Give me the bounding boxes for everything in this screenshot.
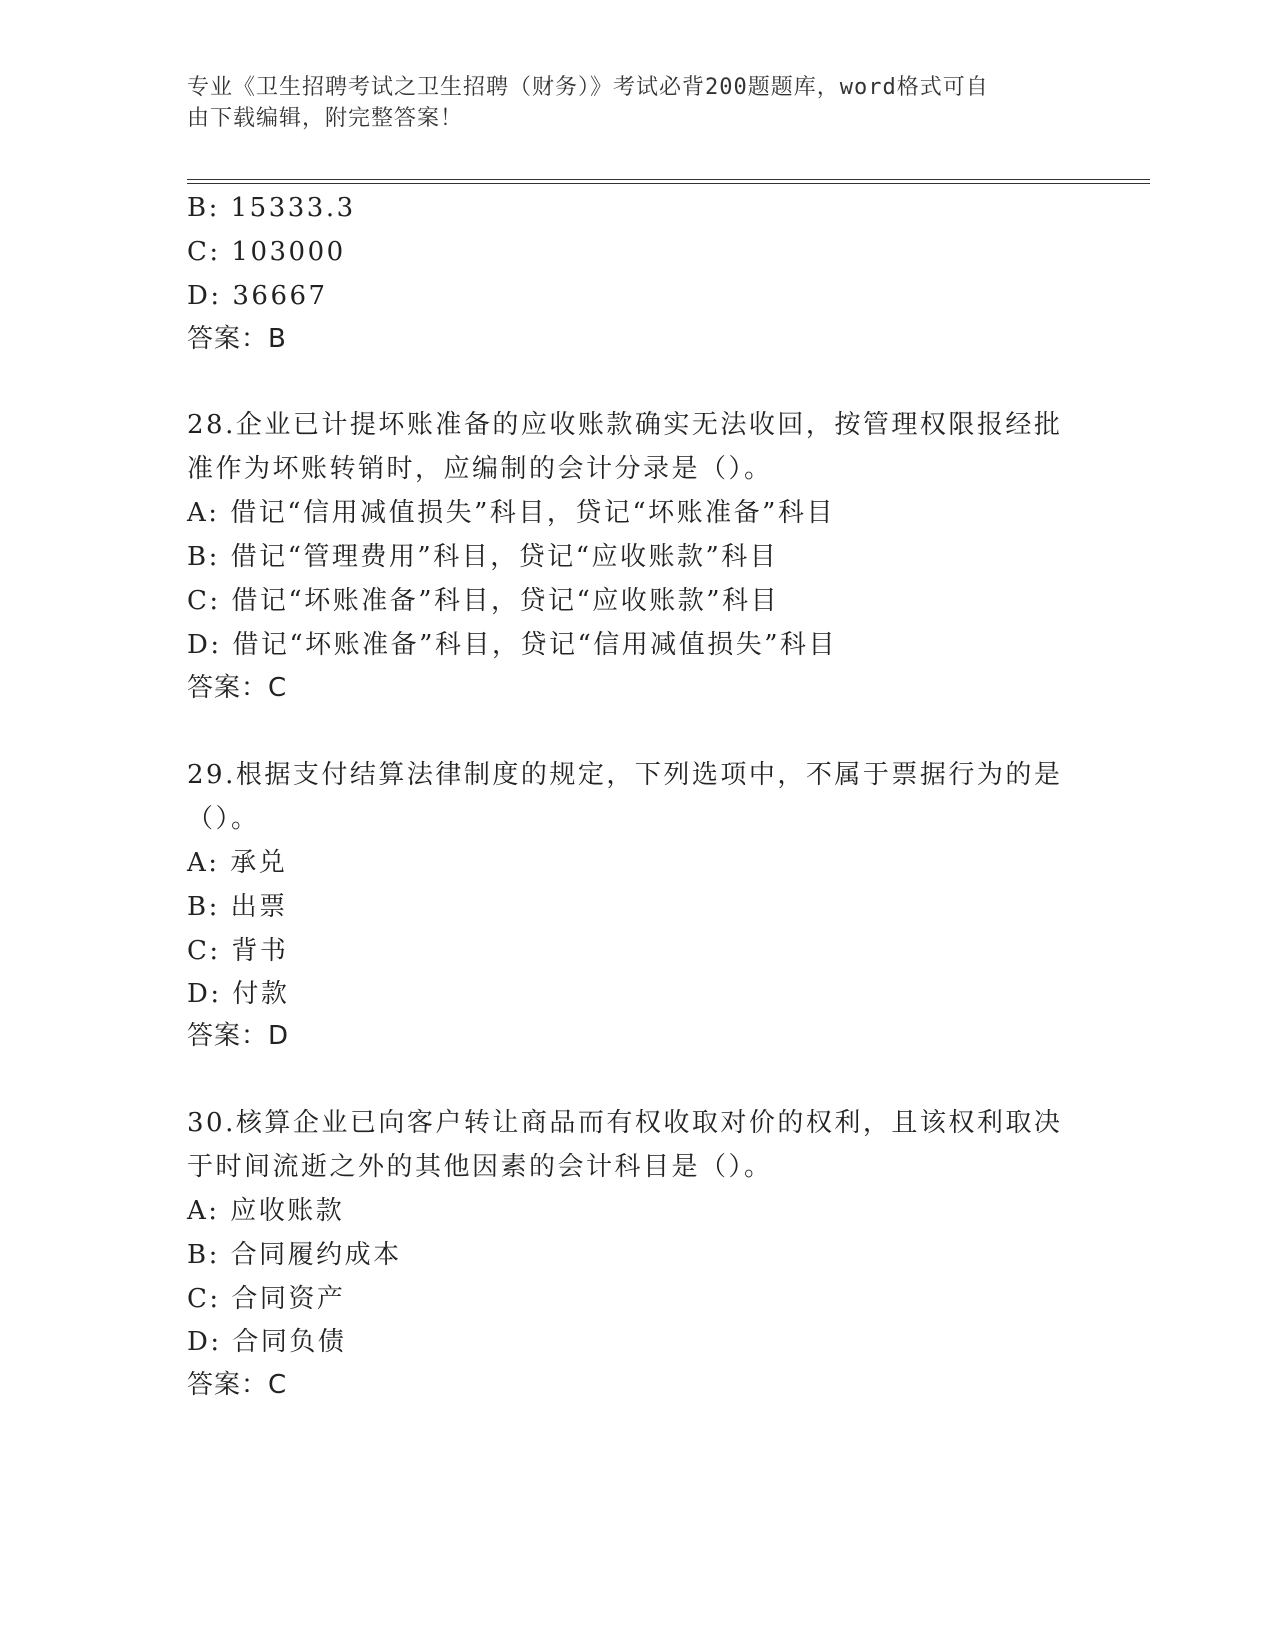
q30-option-b: B: 合同履约成本 xyxy=(187,1240,402,1270)
q30-stem-line-2: 于时间流逝之外的其他因素的会计科目是（）。 xyxy=(187,1152,773,1182)
q29-answer: 答案：D xyxy=(187,1021,290,1051)
header-line-2: 由下载编辑，附完整答案！ xyxy=(187,106,464,131)
q29-stem-line-2: （）。 xyxy=(187,804,260,834)
q28-option-a: A: 借记“信用减值损失”科目，贷记“坏账准备”科目 xyxy=(187,498,835,528)
q29-option-d: D: 付款 xyxy=(187,979,290,1009)
q29-option-b: B: 出票 xyxy=(187,892,288,922)
q28-option-d: D: 借记“坏账准备”科目，贷记“信用减值损失”科目 xyxy=(187,630,838,660)
prev-option-d: D: 36667 xyxy=(187,281,328,311)
header-divider-top xyxy=(187,179,1150,180)
q28-answer: 答案：C xyxy=(187,673,288,703)
q29-stem-line-1: 29.根据支付结算法律制度的规定，下列选项中，不属于票据行为的是 xyxy=(187,760,1063,790)
q30-option-d: D: 合同负债 xyxy=(187,1327,347,1357)
q30-option-a: A: 应收账款 xyxy=(187,1196,345,1226)
q29-option-a: A: 承兑 xyxy=(187,848,288,878)
prev-option-c: C: 103000 xyxy=(187,237,346,267)
header-divider-bottom xyxy=(187,183,1150,184)
q29-option-c: C: 背书 xyxy=(187,936,289,966)
header-line-1: 专业《卫生招聘考试之卫生招聘（财务）》考试必背200题题库，word格式可自 xyxy=(187,75,989,100)
q28-option-b: B: 借记“管理费用”科目，贷记“应收账款”科目 xyxy=(187,542,779,572)
prev-answer: 答案：B xyxy=(187,324,287,354)
q28-stem-line-1: 28.企业已计提坏账准备的应收账款确实无法收回，按管理权限报经批 xyxy=(187,410,1063,440)
q30-answer: 答案：C xyxy=(187,1370,288,1400)
document-header xyxy=(187,72,1077,134)
prev-option-b: B: 15333.3 xyxy=(187,193,356,223)
q30-stem-line-1: 30.核算企业已向客户转让商品而有权收取对价的权利，且该权利取决 xyxy=(187,1108,1063,1138)
q30-option-c: C: 合同资产 xyxy=(187,1284,346,1314)
q28-option-c: C: 借记“坏账准备”科目，贷记“应收账款”科目 xyxy=(187,586,780,616)
q28-stem-line-2: 准作为坏账转销时，应编制的会计分录是（）。 xyxy=(187,454,773,484)
